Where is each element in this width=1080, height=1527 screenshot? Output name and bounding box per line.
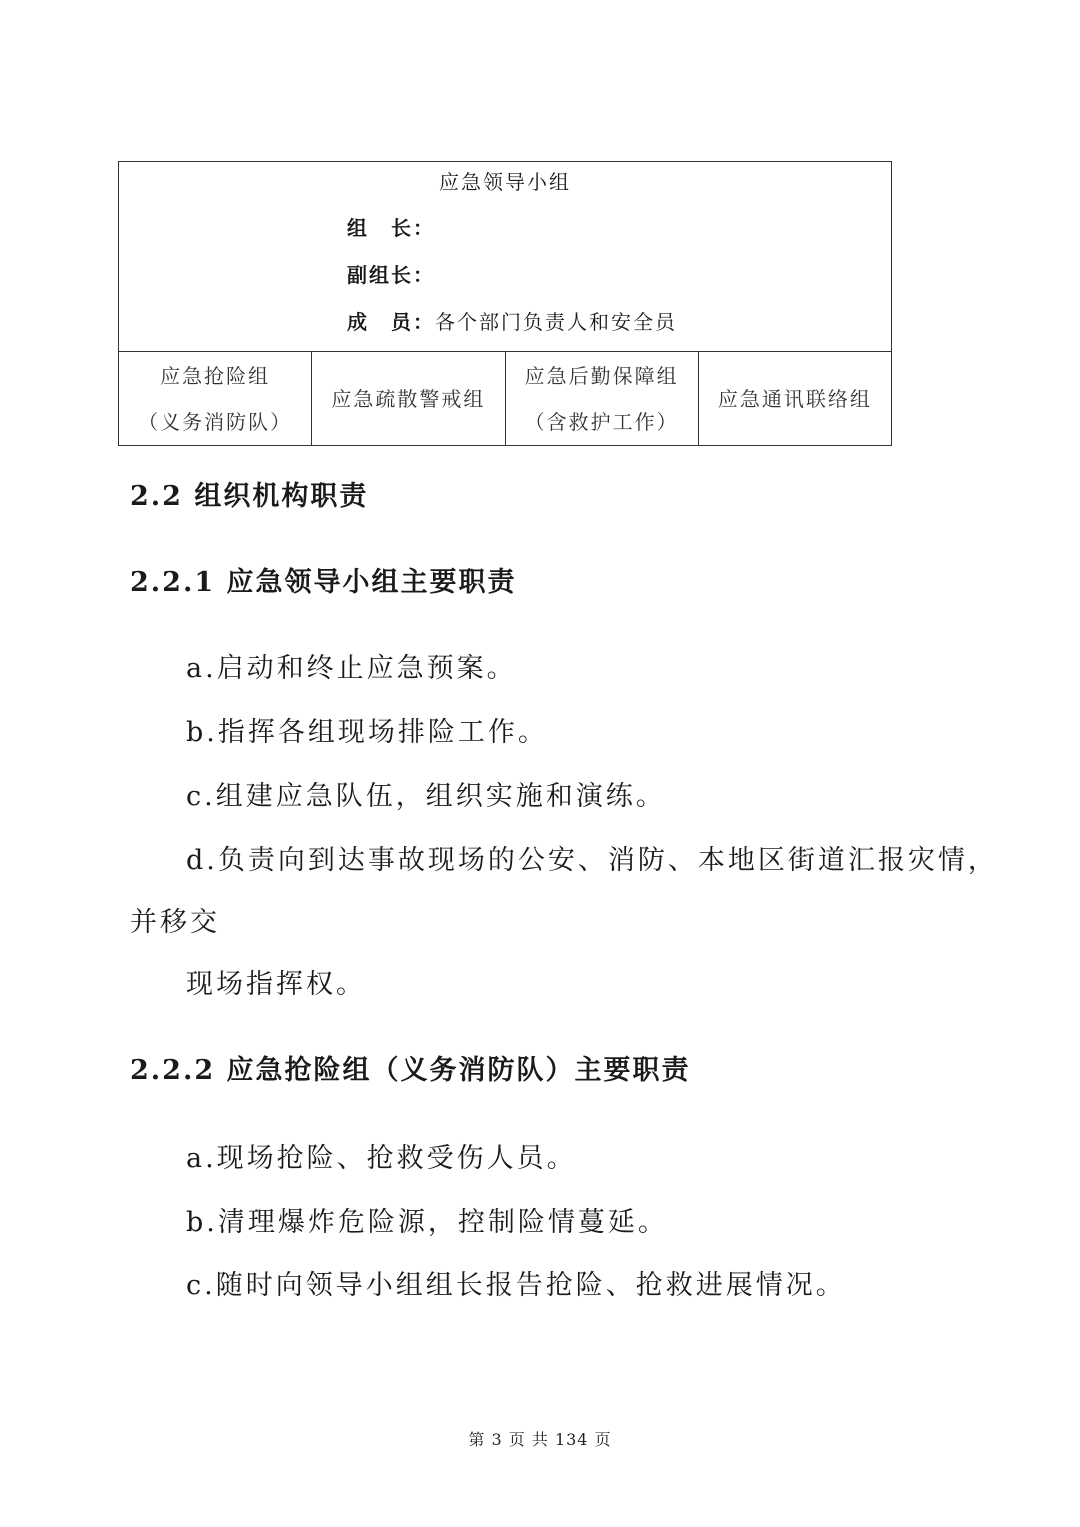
group-note: （义务消防队） (138, 409, 293, 434)
section-heading-2-2: 2.2 组织机构职责 (130, 481, 369, 512)
duty-item: c.组建应急队伍，组织实施和演练。 (186, 781, 666, 812)
leader-row (347, 212, 435, 241)
members-row (347, 306, 677, 335)
members-label: 成 员： (347, 310, 435, 334)
section-heading-2-2-2: 2.2.2 应急抢险组（义务消防队）主要职责 (130, 1055, 691, 1086)
duty-item-continued: 现场指挥权。 (186, 969, 366, 1000)
group-cell-communication (699, 352, 891, 445)
group-name: 应急抢险组 (160, 363, 271, 388)
duty-item: b.清理爆炸危险源，控制险情蔓延。 (186, 1207, 668, 1238)
group-cell-rescue (119, 352, 312, 445)
org-chart-table (118, 161, 892, 446)
group-name: 应急后勤保障组 (524, 363, 679, 388)
group-note: （含救护工作） (524, 409, 679, 434)
group-name: 应急疏散警戒组 (331, 386, 486, 411)
group-name: 应急通讯联络组 (717, 386, 872, 411)
groups-row (119, 352, 891, 445)
leader-label: 组 长： (347, 216, 435, 240)
leadership-title: 应急领导小组 (439, 170, 571, 194)
deputy-label: 副组长： (347, 263, 435, 287)
deputy-row (347, 259, 435, 288)
duty-item: b.指挥各组现场排险工作。 (186, 717, 548, 748)
members-value: 各个部门负责人和安全员 (435, 310, 677, 334)
leadership-box (119, 162, 891, 352)
duty-item-continued: 并移交 (130, 907, 220, 938)
duty-item: d.负责向到达事故现场的公安、消防、本地区街道汇报灾情， (186, 845, 998, 876)
page-footer: 第 3 页 共 134 页 (468, 1430, 612, 1449)
group-cell-evacuation (312, 352, 505, 445)
duty-item: a.现场抢险、抢救受伤人员。 (186, 1143, 577, 1174)
group-cell-logistics (506, 352, 699, 445)
section-heading-2-2-1: 2.2.1 应急领导小组主要职责 (130, 567, 517, 598)
duty-item: c.随时向领导小组组长报告抢险、抢救进展情况。 (186, 1270, 846, 1301)
duty-item: a.启动和终止应急预案。 (186, 653, 517, 684)
